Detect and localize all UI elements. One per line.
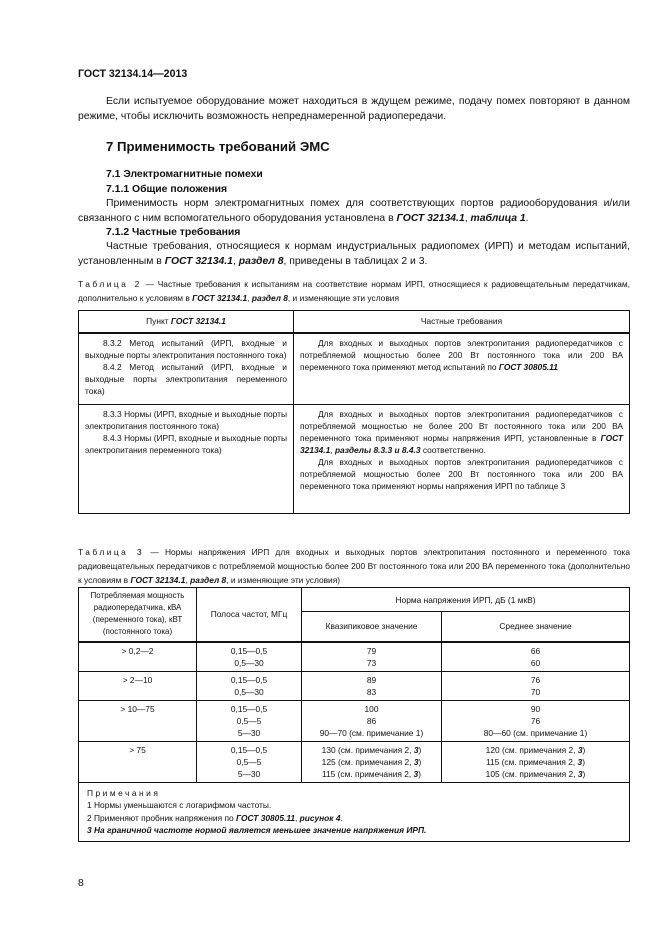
text: 8.4.2 Метод испытаний (ИРП, входные и выходные порты электропитания переменного тока) [85,361,287,396]
ref: раздел 8 [251,293,288,303]
subsection-7-1-2: 7.1.2 Частные требования [106,227,241,238]
band-cell [197,642,302,672]
note-3: 3 На граничной частоте нормой является меньшее значение напряжения ИРП. [87,825,427,835]
table3-caption [78,545,630,587]
quasi-peak-cell [302,642,442,672]
text: 0,5—5 [236,715,262,726]
text: Для входных и выходных портов электропитания радиопередатчиков с потребляемой мощностью более 200 Вт постоянного тока или 200 ВА переменного тока применяют метод испытаний по [300,337,623,372]
subsection-7-1: 7.1 Электромагнитные помехи [106,169,263,180]
average-cell [442,741,630,782]
power-cell [79,642,197,672]
header-average: Среднее значение [442,612,630,642]
value: 115 (см. примечания 2, [321,768,414,779]
value: 105 (см. примечания 2, [485,768,578,779]
table-row [79,333,630,405]
text [446,674,625,686]
ref: раздел 8 [190,575,227,585]
ref: ГОСТ 32134.1 [396,212,465,224]
note-1: 1 Нормы уменьшаются с логарифмом частоты. [87,800,272,810]
text: соответственно. [420,445,486,455]
text: 5—30 [237,768,261,779]
notes-title: Примечания [87,787,161,798]
value: 66 [530,645,541,656]
document-header: ГОСТ 32134.14—2013 [78,68,188,80]
caption-label: Таблица 2 [78,279,142,289]
table-row [79,671,630,700]
page-number: 8 [78,878,84,889]
text: , [247,293,252,303]
value: 70 [530,686,541,697]
text: 8.3.3 Нормы (ИРП, входные и выходные порты электропитания постоянного тока) [85,409,287,431]
text: 8.3.2 Метод испытаний (ИРП, входные и выходные порты электропитания постоянного тока) [85,337,287,360]
text: 0,15—0,5 [230,703,268,714]
table-row [79,741,630,782]
value: 83 [366,686,377,697]
requirement-cell [294,333,630,405]
text: ) [418,756,422,767]
text [306,715,437,727]
quasi-peak-cell [302,741,442,782]
note-ref: 3 [577,744,583,755]
header-quasi-peak: Квазипиковое значение [302,612,442,642]
value: 73 [366,657,377,668]
power-cell [79,741,197,782]
text: ) [582,756,586,767]
header-power: Потребляемая мощность радиопередатчика, кВА (переменного тока), кВТ (постоянного тока) [79,588,197,642]
average-cell [442,642,630,672]
text: — Частные требования к испытаниям на соответствие нормам ИРП, относящиеся к радиовещательным передатчикам, дополнительно к условиям в [78,279,630,303]
text: 0,5—30 [234,657,264,668]
value: 130 (см. примечания 2, [321,744,414,755]
text: , [185,575,191,585]
text [446,756,625,768]
ref: таблица 1 [470,212,526,224]
table-notes [79,782,630,841]
text [446,703,625,715]
text [306,768,437,780]
note-ref: 3 [413,768,419,779]
text: , [232,255,239,267]
text: 0,5—5 [236,756,262,767]
text: , и изменяющие эти условия) [226,575,341,585]
note-ref: 3 [413,756,419,767]
text: Применимость норм электромагнитных помех для соответствующих портов радиооборудования и/или связанного с ним вспомогательного оборудования установлена в [78,198,630,224]
power-cell [79,700,197,741]
text: ) [582,768,586,779]
text: Для входных и выходных портов электропитания радиопередатчиков с потребляемой мощностью более 200 Вт постоянного тока или 200 ВА переменного тока применяют нормы напряжения ИРП по таблице 3 [300,457,623,491]
table-3 [78,587,630,842]
text [446,645,625,657]
paragraph-specific [78,240,630,269]
ref: рисунок 4 [299,812,341,823]
subsection-7-1-1: 7.1.1 Общие положения [106,184,228,195]
text: . [340,812,343,823]
ref: ГОСТ 30805.11 [235,812,296,823]
table-2 [78,310,630,514]
text: > 0,2—2 [121,645,154,656]
text [446,715,625,727]
ref: ГОСТ 32134.1 [130,575,186,585]
band-cell [197,741,302,782]
value: 76 [530,715,541,726]
value: 89 [366,674,377,685]
text: 8.4.3 Нормы (ИРП, входные и выходные порты электропитания переменного тока) [85,433,287,455]
table-row [79,700,630,741]
value: 125 (см. примечания 2, [321,756,414,767]
header-requirements: Частные требования [294,311,630,333]
text [446,727,625,739]
text: ) [418,768,422,779]
table2-caption [78,277,630,305]
text: ) [418,744,422,755]
text: , и изменяющие эти условия [287,293,400,303]
text: 5—30 [237,727,261,738]
table-row [79,405,630,514]
header-norm: Норма напряжения ИРП, дБ (1 мкВ) [302,588,630,612]
note-2 [87,812,621,825]
text: 0,15—0,5 [230,744,268,755]
note-ref: 3 [577,768,583,779]
value: 76 [530,674,541,685]
text [306,657,437,669]
clause-cell [79,333,294,405]
quasi-peak-cell [302,671,442,700]
text: , [295,812,300,823]
text: > 75 [129,744,146,755]
text [306,727,437,739]
text: Частные требования, относящиеся к нормам индустриальных радиопомех (ИРП) и методам испытаний, установленным в [78,241,630,267]
text: > 2—10 [122,674,153,685]
note-ref: 3 [577,756,583,767]
text: 0,15—0,5 [230,674,268,685]
note-ref: 3 [413,744,419,755]
value: 100 [364,703,379,714]
band-cell [197,671,302,700]
text: 0,15—0,5 [230,645,268,656]
value: 79 [366,645,377,656]
average-cell [442,700,630,741]
value: 60 [530,657,541,668]
text: , [464,212,471,224]
text: , [330,445,335,455]
text [306,756,437,768]
value: 86 [366,715,377,726]
text [306,703,437,715]
value: 120 (см. примечания 2, [485,744,578,755]
value: 80—60 (см. примечание 1) [483,727,588,738]
text [306,645,437,657]
ref: раздел 8 [238,255,284,267]
power-cell [79,671,197,700]
ref: ГОСТ 32134.1 [192,293,248,303]
paragraph-standby: Если испытуемое оборудование может находиться в ждущем режиме, подачу помех повторяют в данном режиме, чтобы исключить возможность непреднамеренной радиопередачи. [78,96,630,122]
text: > 10—75 [120,703,155,714]
text: — Нормы напряжения ИРП для входных и выходных портов электропитания постоянного и переменного тока радиовещательных передатчиков с потребляемой мощностью более 200 Вт постоянного тока или 200 ВА переменного тока (дополнительно к условиям в [78,547,630,585]
text [306,686,437,698]
paragraph-applicability [78,197,630,226]
section-title: 7 Применимость требований ЭМС [106,139,330,154]
text: ) [582,744,586,755]
text [446,686,625,698]
text: Пункт [146,316,171,327]
ref: ГОСТ 32134.1 [164,255,233,267]
value: 115 (см. примечания 2, [485,756,578,767]
value: 90—70 (см. примечание 1) [319,727,424,738]
caption-label: Таблица 3 [78,547,145,557]
average-cell [442,671,630,700]
text [306,744,437,756]
ref: ГОСТ 32134.1 [300,433,623,455]
ref: разделы 8.3.3 и 8.4.3 [334,445,421,455]
header-band: Полоса частот, МГц [197,588,302,642]
text [446,768,625,780]
requirement-cell [294,405,630,514]
clause-cell [79,405,294,514]
quasi-peak-cell [302,700,442,741]
header-clause [79,311,294,333]
text: , приведены в таблицах 2 и 3. [283,255,428,267]
text [446,657,625,669]
ref: ГОСТ 32134.1 [170,316,226,327]
value: 90 [530,703,541,714]
text: 0,5—30 [234,686,264,697]
text: Для входных и выходных портов электропитания радиопередатчиков с потребляемой мощностью не более 200 Вт постоянного тока или 200 ВА переменного тока применяют нормы напряжения ИРП, установленные в [300,409,623,443]
ref: ГОСТ 30805.11 [498,361,558,372]
text: . [525,212,529,224]
table-row [79,642,630,672]
text [306,674,437,686]
text [446,744,625,756]
band-cell [197,700,302,741]
text: 2 Применяют пробник напряжения по [87,812,236,823]
